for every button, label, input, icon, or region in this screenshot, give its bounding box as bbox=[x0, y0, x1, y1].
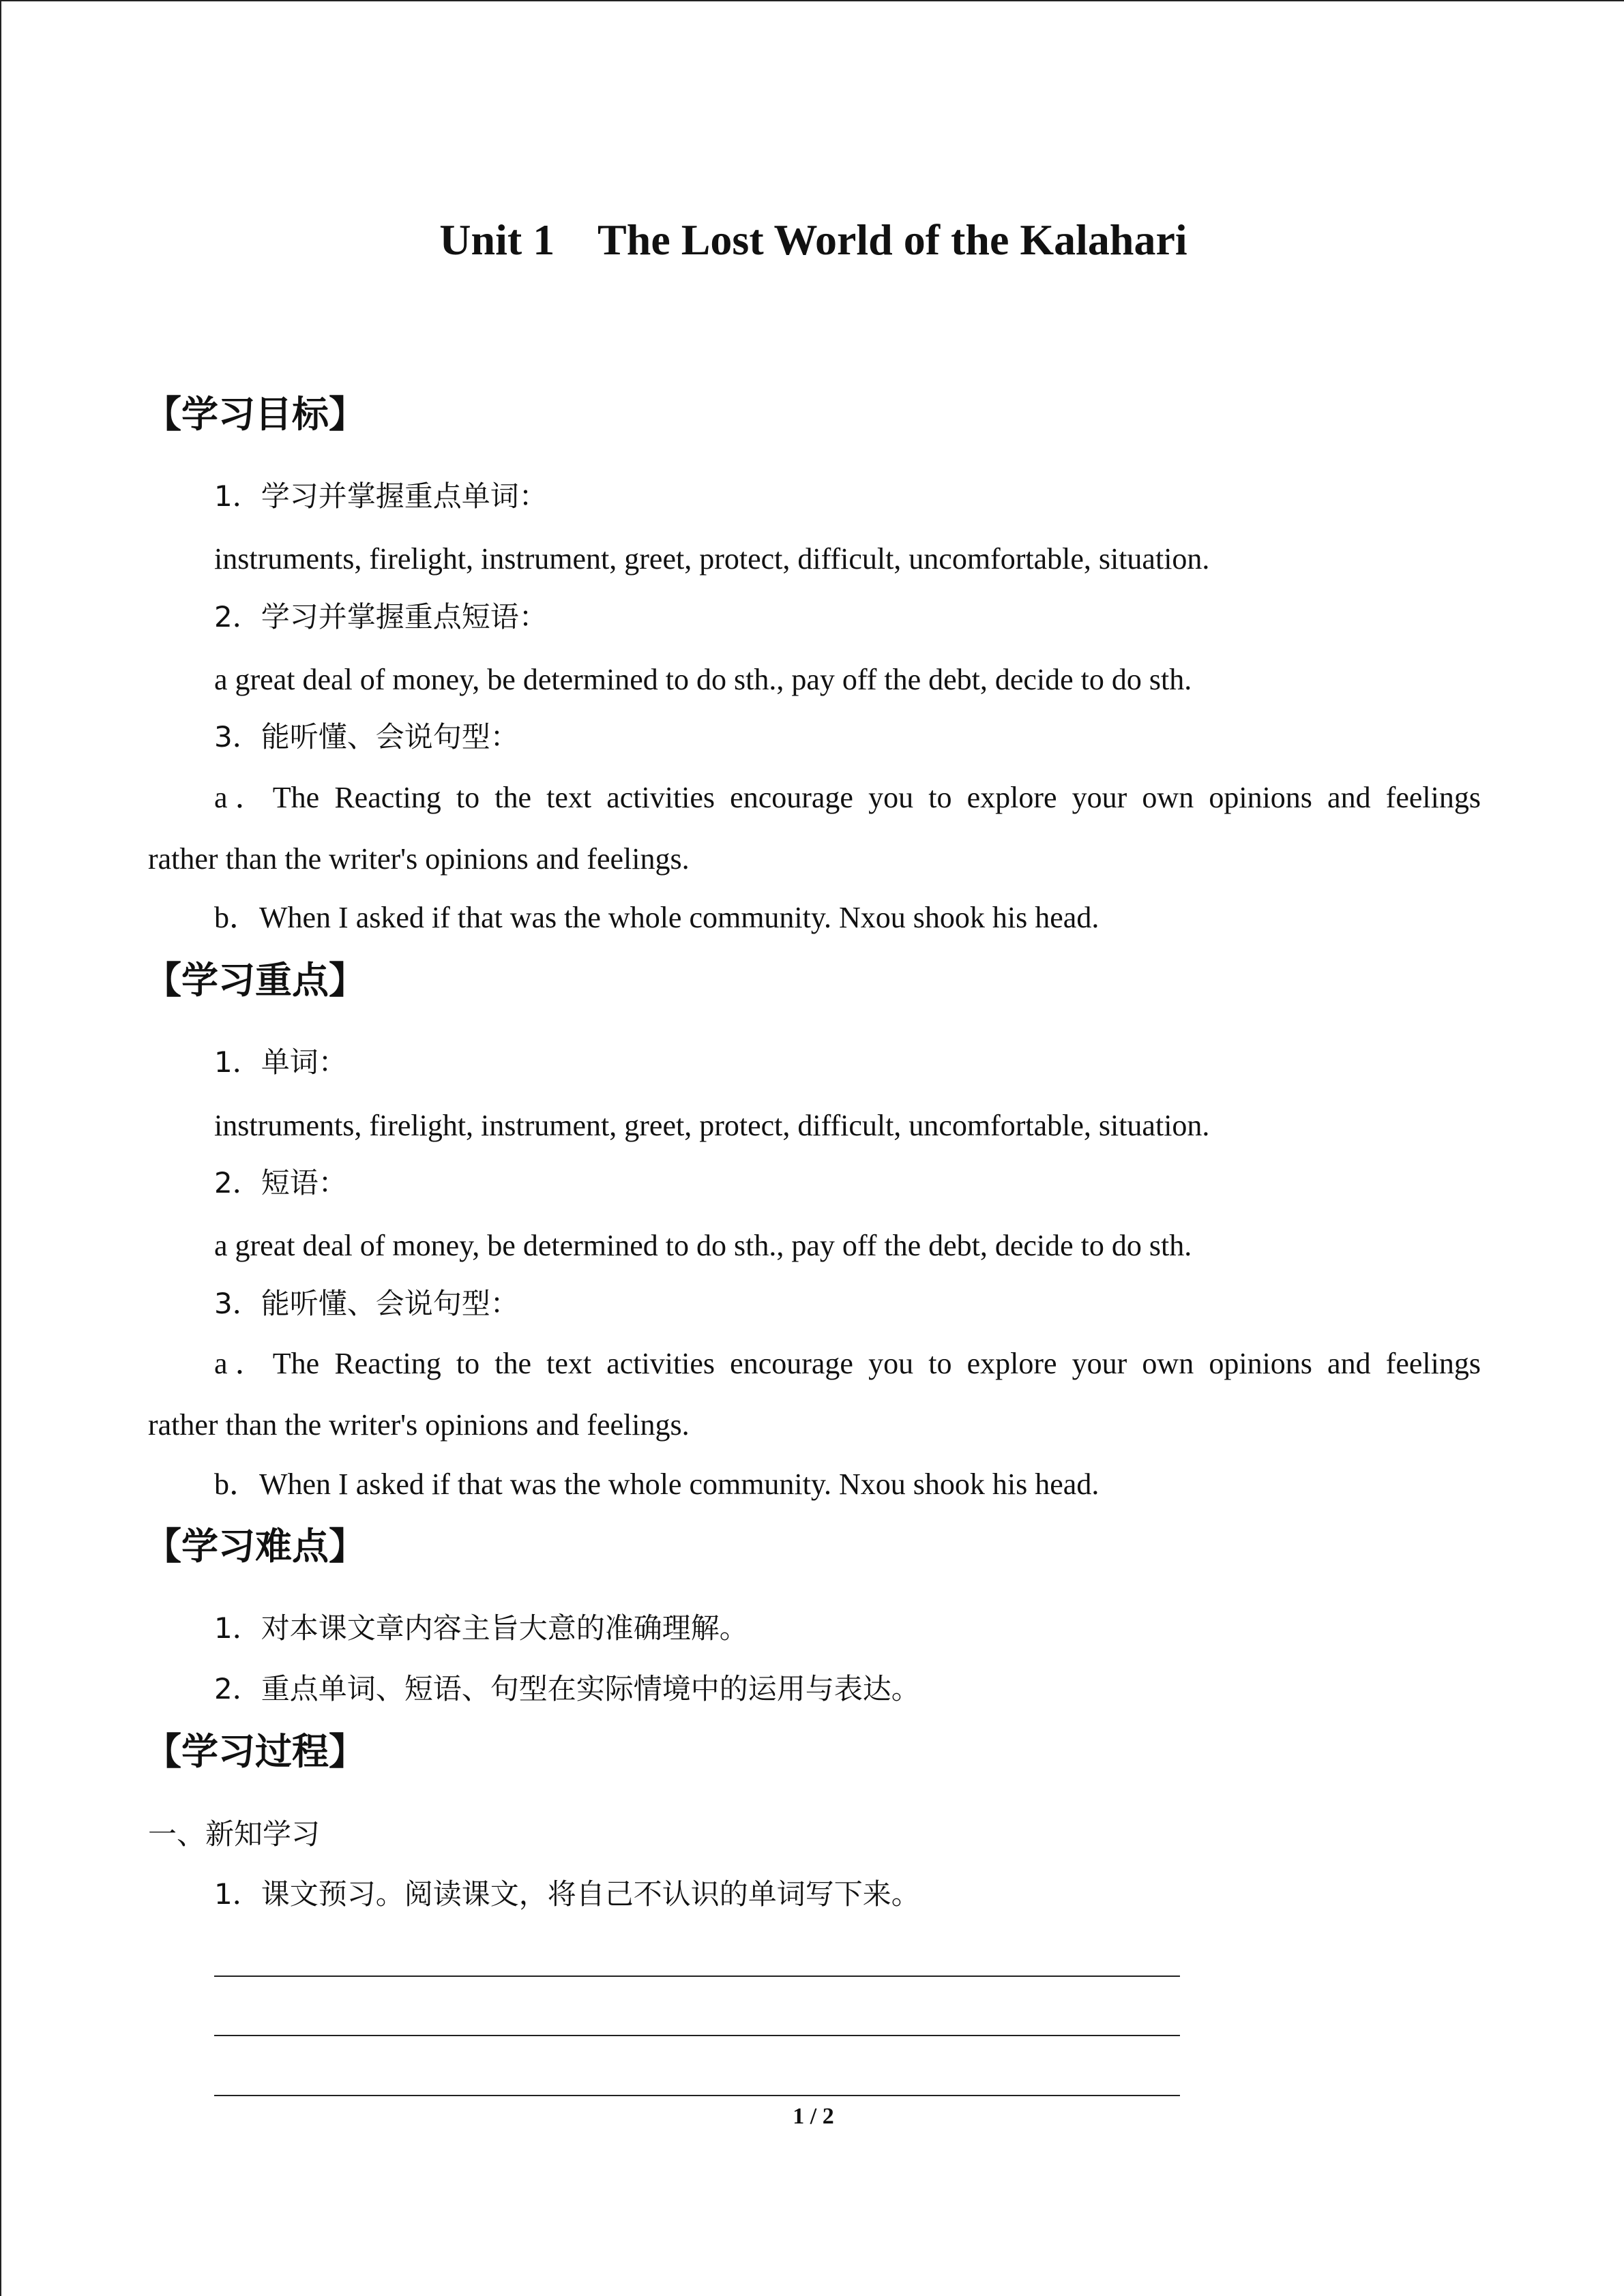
key-points-item1-text: instruments, firelight, instrument, greet, protect, difficult, uncomfortable, situation. bbox=[214, 1109, 1210, 1142]
process-part1-item1: 1．课文预习。阅读课文，将自己不认识的单词写下来。 bbox=[214, 1877, 920, 1911]
section-heading-difficulties: 【学习难点】 bbox=[145, 1525, 366, 1568]
key-points-item3-sentence-a-line1: a．The Reacting to the text activities encourage you to explore your own opinions and feelings bbox=[214, 1347, 1481, 1380]
key-points-item3-sentence-a-line2: rather than the writer's opinions and feelings. bbox=[148, 1408, 690, 1442]
objectives-item3-label: 3．能听懂、会说句型： bbox=[214, 720, 519, 754]
section-heading-objectives: 【学习目标】 bbox=[145, 393, 366, 436]
page-number: 1 / 2 bbox=[793, 2104, 834, 2129]
difficulties-item2: 2．重点单词、短语、句型在实际情境中的运用与表达。 bbox=[214, 1672, 920, 1705]
key-points-item3-label: 3．能听懂、会说句型： bbox=[214, 1287, 519, 1320]
answer-blank-line bbox=[214, 2035, 1180, 2036]
section-heading-key-points: 【学习重点】 bbox=[145, 959, 366, 1002]
section-heading-process: 【学习过程】 bbox=[145, 1730, 366, 1773]
objectives-item2-text: a great deal of money, be determined to do sth., pay off the debt, decide to do sth. bbox=[214, 663, 1192, 696]
objectives-item3-sentence-a-line2: rather than the writer's opinions and feelings. bbox=[148, 842, 690, 876]
answer-blank-line bbox=[214, 2095, 1180, 2096]
document-title: Unit 1 The Lost World of the Kalahari bbox=[439, 215, 1187, 264]
objectives-item1-label: 1．学习并掌握重点单词： bbox=[214, 479, 548, 513]
objectives-item2-label: 2．学习并掌握重点短语： bbox=[214, 600, 548, 633]
key-points-item3-sentence-b: b．When I asked if that was the whole community. Nxou shook his head. bbox=[214, 1467, 1099, 1501]
process-part1-heading: 一、新知学习 bbox=[148, 1817, 321, 1851]
difficulties-item1: 1．对本课文章内容主旨大意的准确理解。 bbox=[214, 1611, 748, 1645]
objectives-item3-sentence-b: b．When I asked if that was the whole community. Nxou shook his head. bbox=[214, 901, 1099, 934]
objectives-item3-sentence-a-line1: a．The Reacting to the text activities encourage you to explore your own opinions and feelings bbox=[214, 781, 1481, 814]
objectives-item1-text: instruments, firelight, instrument, greet, protect, difficult, uncomfortable, situation. bbox=[214, 542, 1210, 576]
key-points-item2-text: a great deal of money, be determined to do sth., pay off the debt, decide to do sth. bbox=[214, 1229, 1192, 1262]
key-points-item2-label: 2．短语： bbox=[214, 1166, 347, 1199]
answer-blank-line bbox=[214, 1976, 1180, 1977]
key-points-item1-label: 1．单词： bbox=[214, 1045, 347, 1079]
